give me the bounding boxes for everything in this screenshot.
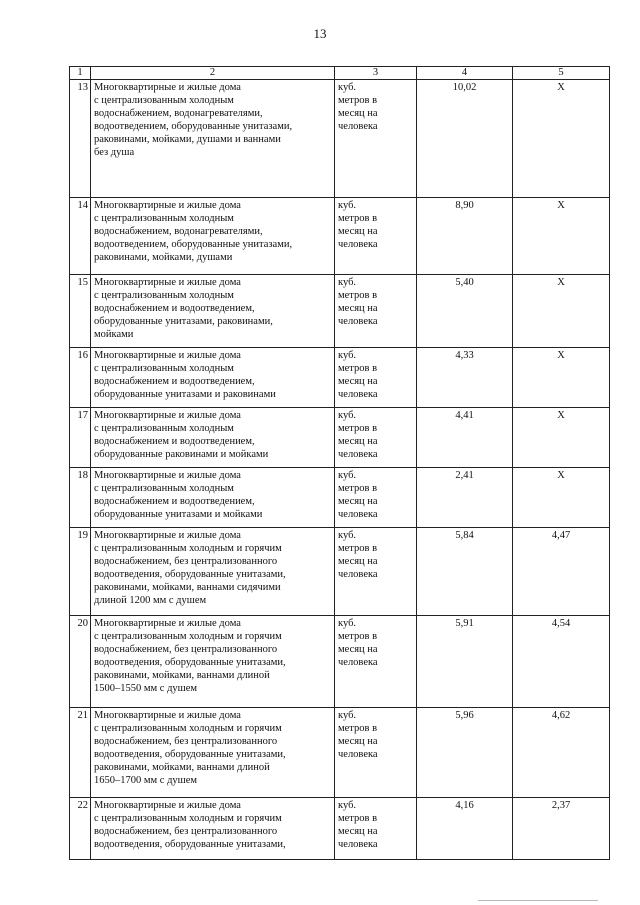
table-row xyxy=(70,275,610,348)
row-value-col5: Х xyxy=(513,275,610,348)
row-number: 17 xyxy=(70,408,91,468)
table-header-row xyxy=(70,67,610,80)
row-unit: куб. метров в месяц на человека xyxy=(335,348,417,408)
row-number: 20 xyxy=(70,616,91,708)
row-description: Многоквартирные и жилые дома с централизованным холодным водоснабжением и водоотведением, оборудованные унитазами, раковинами, мойками xyxy=(91,275,335,348)
row-value-col4: 10,02 xyxy=(417,80,513,198)
row-value-col5: Х xyxy=(513,80,610,198)
row-value-col4: 4,41 xyxy=(417,408,513,468)
row-number: 16 xyxy=(70,348,91,408)
row-value-col5: 2,37 xyxy=(513,798,610,860)
row-value-col4: 2,41 xyxy=(417,468,513,528)
row-unit: куб. метров в месяц на человека xyxy=(335,528,417,616)
table-row xyxy=(70,408,610,468)
row-value-col5: 4,47 xyxy=(513,528,610,616)
row-value-col5: Х xyxy=(513,198,610,275)
row-description: Многоквартирные и жилые дома с централизованным холодным водоснабжением и водоотведением, оборудованные унитазами и раковинами xyxy=(91,348,335,408)
table-row xyxy=(70,528,610,616)
row-description: Многоквартирные и жилые дома с централизованным холодным и горячим водоснабжением, без централизованного водоотведения, оборудованные унитазами, раковинами, мойками, ваннами длиной 1500–1550 мм с душем xyxy=(91,616,335,708)
row-unit: куб. метров в месяц на человека xyxy=(335,408,417,468)
row-number: 19 xyxy=(70,528,91,616)
row-unit: куб. метров в месяц на человека xyxy=(335,80,417,198)
row-value-col4: 4,33 xyxy=(417,348,513,408)
column-header: 2 xyxy=(91,67,335,80)
row-description: Многоквартирные и жилые дома с централизованным холодным и горячим водоснабжением, без централизованного водоотведения, оборудованные унитазами, раковинами, мойками, ваннами длиной 1650–1700 мм с душем xyxy=(91,708,335,798)
row-unit: куб. метров в месяц на человека xyxy=(335,798,417,860)
row-unit: куб. метров в месяц на человека xyxy=(335,468,417,528)
table-row xyxy=(70,708,610,798)
column-header: 5 xyxy=(513,67,610,80)
table-row xyxy=(70,616,610,708)
row-value-col4: 5,91 xyxy=(417,616,513,708)
table-row xyxy=(70,80,610,198)
row-value-col5: Х xyxy=(513,348,610,408)
row-description: Многоквартирные и жилые дома с централизованным холодным и горячим водоснабжением, без централизованного водоотведения, оборудованные унитазами, xyxy=(91,798,335,860)
row-value-col5: 4,54 xyxy=(513,616,610,708)
row-value-col5: Х xyxy=(513,408,610,468)
table-row xyxy=(70,798,610,860)
row-unit: куб. метров в месяц на человека xyxy=(335,616,417,708)
row-value-col5: 4,62 xyxy=(513,708,610,798)
row-number: 15 xyxy=(70,275,91,348)
column-header: 4 xyxy=(417,67,513,80)
table-row xyxy=(70,348,610,408)
row-value-col4: 5,96 xyxy=(417,708,513,798)
row-number: 22 xyxy=(70,798,91,860)
row-value-col4: 8,90 xyxy=(417,198,513,275)
row-number: 18 xyxy=(70,468,91,528)
column-header: 1 xyxy=(70,67,91,80)
page-number: 13 xyxy=(313,26,327,41)
row-description: Многоквартирные и жилые дома с централизованным холодным водоснабжением и водоотведением, оборудованные раковинами и мойками xyxy=(91,408,335,468)
scan-edge-line xyxy=(478,900,598,901)
row-unit: куб. метров в месяц на человека xyxy=(335,275,417,348)
row-number: 21 xyxy=(70,708,91,798)
column-header: 3 xyxy=(335,67,417,80)
table-row xyxy=(70,198,610,275)
row-value-col4: 5,40 xyxy=(417,275,513,348)
row-description: Многоквартирные и жилые дома с централизованным холодным водоснабжением, водонагревателями, водоотведением, оборудованные унитазами, раковинами, мойками, душами xyxy=(91,198,335,275)
row-description: Многоквартирные и жилые дома с централизованным холодным и горячим водоснабжением, без централизованного водоотведения, оборудованные унитазами, раковинами, мойками, ваннами сидячими длиной 1200 мм с душем xyxy=(91,528,335,616)
row-number: 13 xyxy=(70,80,91,198)
row-value-col4: 5,84 xyxy=(417,528,513,616)
table-row xyxy=(70,468,610,528)
row-unit: куб. метров в месяц на человека xyxy=(335,198,417,275)
row-unit: куб. метров в месяц на человека xyxy=(335,708,417,798)
consumption-norms-table xyxy=(69,66,610,860)
row-value-col5: Х xyxy=(513,468,610,528)
row-description: Многоквартирные и жилые дома с централизованным холодным водоснабжением, водонагревателями, водоотведением, оборудованные унитазами, раковинами, мойками, душами и ваннами без душа xyxy=(91,80,335,198)
row-number: 14 xyxy=(70,198,91,275)
row-description: Многоквартирные и жилые дома с централизованным холодным водоснабжением и водоотведением, оборудованные унитазами и мойками xyxy=(91,468,335,528)
row-value-col4: 4,16 xyxy=(417,798,513,860)
